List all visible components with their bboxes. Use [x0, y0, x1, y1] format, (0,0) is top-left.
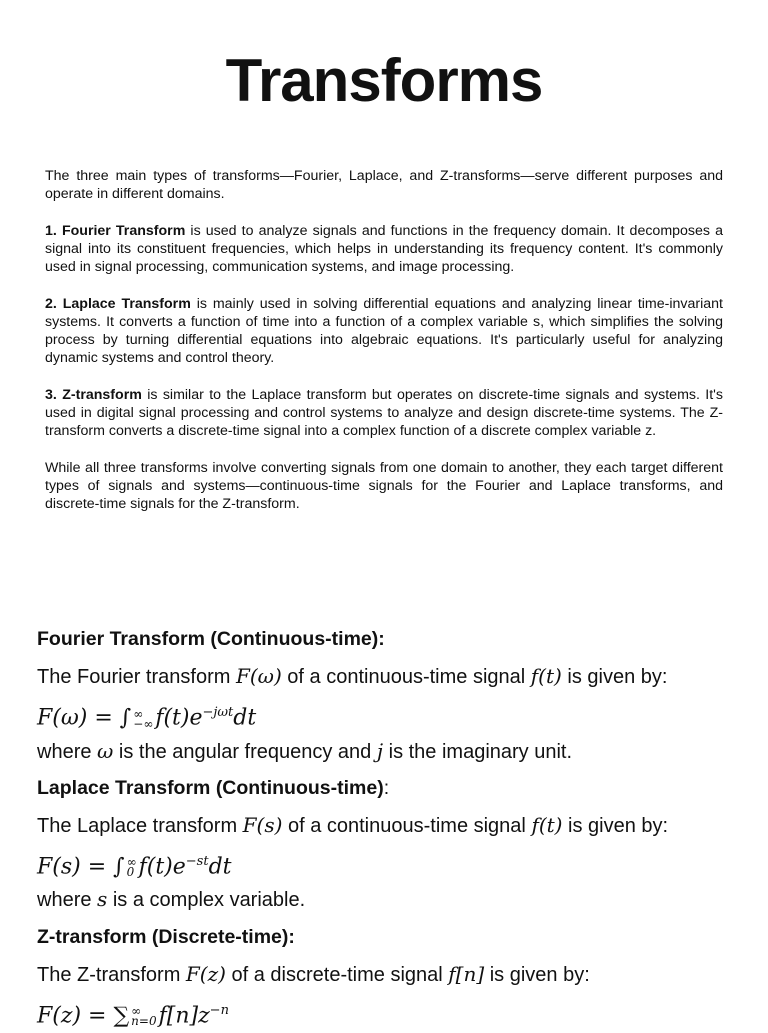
- fourier-equation: F(ω) = ∫ ∞ −∞ $f(t)e^{-j\omega t}dt$: [37, 705, 257, 731]
- laplace-label: 2. Laplace Transform: [45, 296, 191, 312]
- ztransform-text: is similar to the Laplace transform but operates on discrete-time signals and systems. It's used in digital signal processing and control systems to analyze and design discrete-time systems. The Z-transform converts a discrete-time signal into a complex function of a discrete complex variable z.: [45, 387, 723, 439]
- intro-text: [45, 167, 723, 532]
- fourier-where: where ω is the angular frequency and j is the imaginary unit.: [37, 738, 573, 763]
- laplace-heading: Laplace Transform (Continuous-time):: [37, 776, 390, 799]
- laplace-description: The Laplace transform F(s) of a continuous-time signal f(t) is given by:: [37, 812, 669, 837]
- fourier-heading: Fourier Transform (Continuous-time):: [37, 628, 385, 650]
- page-title: Transforms: [225, 47, 543, 114]
- fourier-label: 1. Fourier Transform: [45, 223, 186, 239]
- intro-paragraph: [45, 167, 723, 203]
- fourier-text: is used to analyze signals and functions in the frequency domain. It decomposes a signal into its constituent frequencies, which helps in understanding its frequency content. It's commonly used in signal processing, communication systems, and image processing.: [45, 223, 723, 275]
- laplace-where: where s is a complex variable.: [37, 887, 306, 912]
- fourier-paragraph: [45, 222, 723, 276]
- laplace-equation: F(s) = ∫ ∞ 0 $f(t)e^{-st}dt$: [37, 854, 232, 880]
- summary-text: While all three transforms involve converting signals from one domain to another, they each target different types of signals and systems—continuous-time signals for the Fourier and Laplace transforms, and discrete-time signals for the Z-transform.: [45, 460, 723, 512]
- formulas-section: [37, 624, 737, 1033]
- ztransform-description: The Z-transform F(z) of a discrete-time signal f[n] is given by:: [37, 961, 590, 986]
- fourier-description: The Fourier transform F(ω) of a continuous-time signal f(t) is given by:: [37, 664, 668, 689]
- ztransform-label: 3. Z-transform: [45, 387, 142, 403]
- laplace-paragraph: [45, 295, 723, 367]
- laplace-text: is mainly used in solving differential equations and analyzing linear time-invariant systems. It converts a function of time into a function of a complex variable s, which simplifies the solving process by turning differential equations into algebraic equations. It's particularly useful for analyzing dynamic systems and control theory.: [45, 296, 723, 366]
- ztransform-heading: Z-transform (Discrete-time):: [37, 925, 295, 948]
- summary-paragraph: [45, 459, 723, 513]
- intro-p1: The three main types of transforms—Fourier, Laplace, and Z-transforms—serve different purposes and operate in different domains.: [45, 168, 723, 202]
- ztransform-equation: F(z) = ∑ ∞ n=0 $f[n]z^{-n}$: [37, 1002, 229, 1029]
- ztransform-paragraph: [45, 386, 723, 440]
